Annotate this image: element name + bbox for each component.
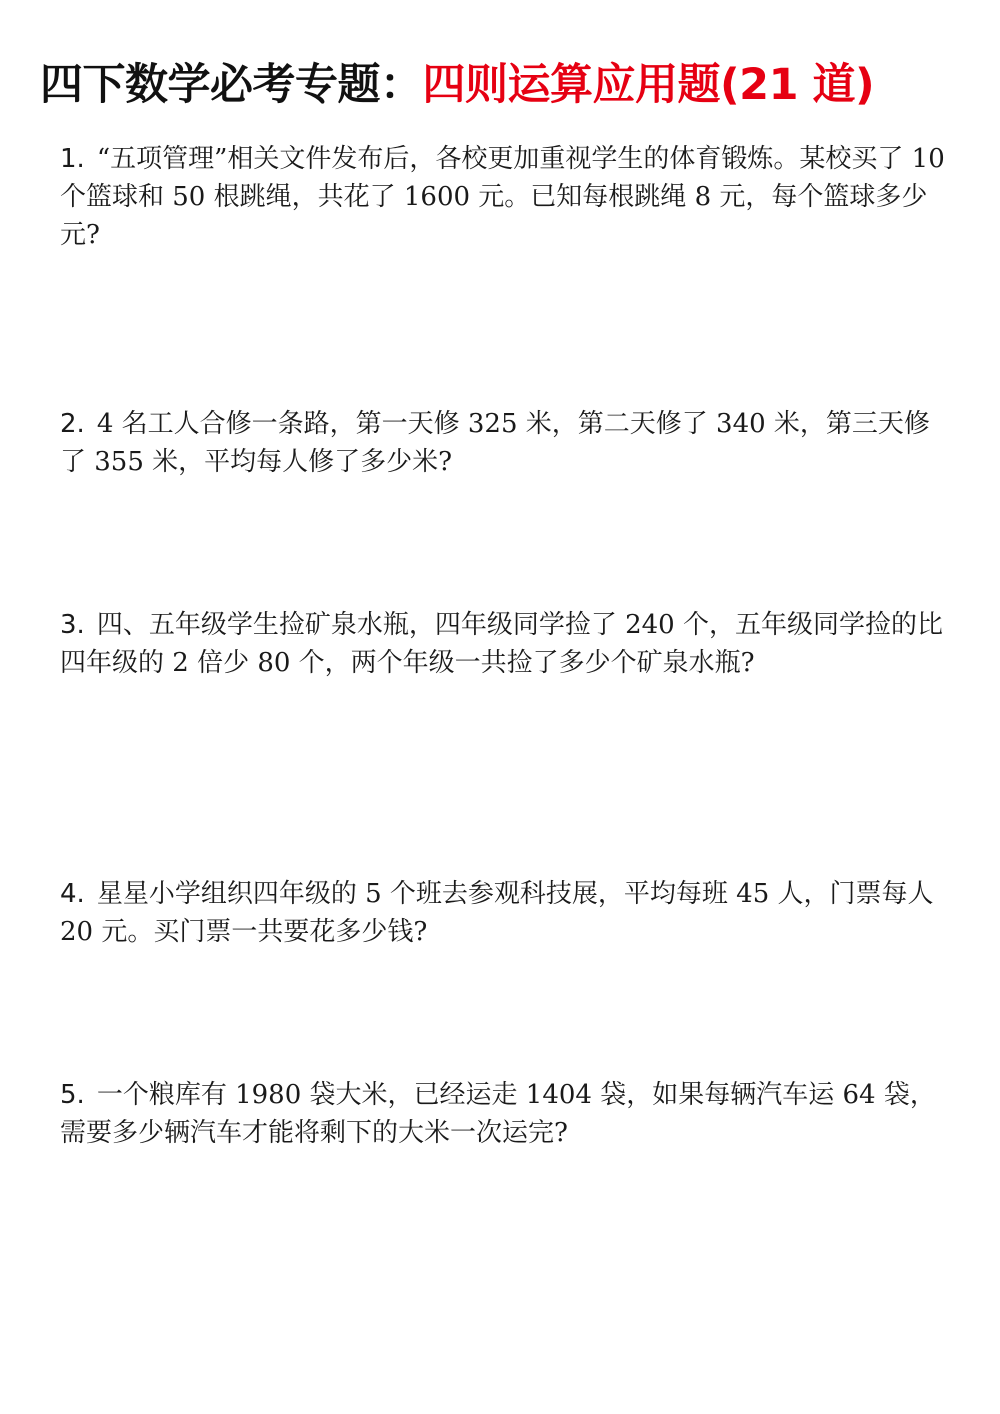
problem-number: 4. [60,879,85,909]
problem-text: “五项管理”相关文件发布后，各校更加重视学生的体育锻炼。某校买了 10 个篮球和 50 根跳绳，共花了 1600 元。已知每根跳绳 8 元，每个篮球多少元? [60,144,945,250]
problem-1 [60,140,950,254]
problem-number: 3. [60,610,85,640]
problem-number: 1. [60,144,85,174]
title-prefix: 四下数学必考专题： [40,60,423,110]
problem-number: 2. [60,409,85,439]
page-title [40,50,980,120]
problem-5 [60,1076,950,1152]
problem-text: 4 名工人合修一条路，第一天修 325 米，第二天修了 340 米，第三天修了 355 米，平均每人修了多少米? [60,409,930,477]
problem-text: 一个粮库有 1980 袋大米，已经运走 1404 袋，如果每辆汽车运 64 袋，需要多少辆汽车才能将剩下的大米一次运完? [60,1080,936,1148]
title-highlight: 四则运算应用题(21 道) [422,60,875,110]
problem-text: 星星小学组织四年级的 5 个班去参观科技展，平均每班 45 人，门票每人 20 元。买门票一共要花多少钱? [60,879,934,947]
problem-4 [60,875,950,951]
problem-number: 5. [60,1080,85,1110]
problem-2 [60,405,950,481]
problem-text: 四、五年级学生捡矿泉水瓶，四年级同学捡了 240 个，五年级同学捡的比四年级的 2 倍少 80 个，两个年级一共捡了多少个矿泉水瓶? [60,610,943,678]
problem-3 [60,606,950,682]
